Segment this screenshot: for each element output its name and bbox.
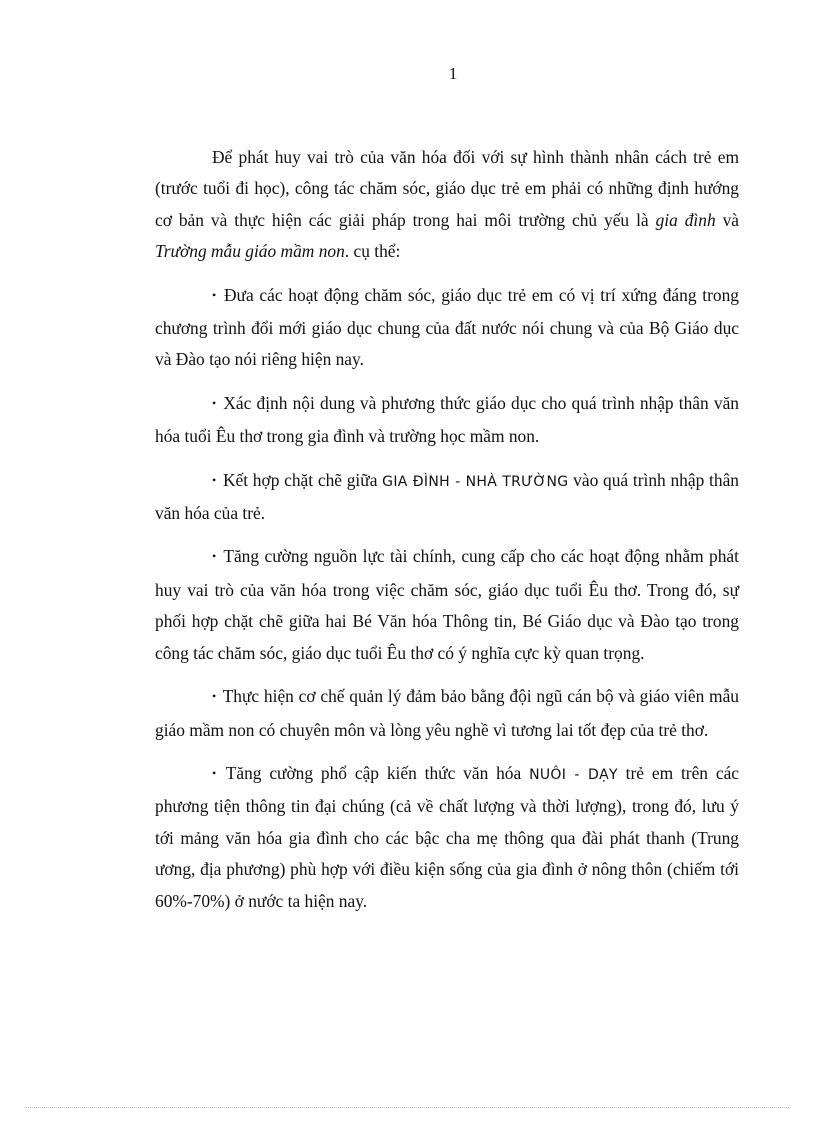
bullet-item-2-text: Xác định nội dung và phương thức giáo dục cho quá trình nhập thân văn hóa tuổi Êu thơ trong gia đình và trường học mầm non. [155, 392, 739, 447]
intro-text-1: Để phát huy vai trò của văn hóa đối với sự hình thành nhân cách trẻ em (trước tuổi đi học), công tác chăm sóc, giáo dục trẻ em phải có những định hướng cơ bản và thực hiện các giải pháp trong hai môi trường chủ yếu là [155, 147, 739, 230]
bullet-item-2 [155, 388, 739, 453]
bullet-item-1 [155, 280, 739, 376]
bullet-item-5 [155, 681, 739, 746]
intro-text-3: . cụ thể: [344, 241, 401, 262]
bullet-item-6-text-1: Tăng cường phổ cập kiến thức văn hóa [225, 762, 530, 783]
bullet-item-1-text: Đưa các hoạt động chăm sóc, giáo dục trẻ em có vị trí xứng đáng trong chương trình đổi mới giáo dục chung của đất nước nói chung và của Bộ Giáo dục và Đào tạo nói riêng hiện nay. [155, 284, 739, 370]
intro-italic-school: Trường mẫu giáo mầm non [155, 241, 345, 262]
bullet-icon: • [212, 689, 217, 704]
bullet-item-5-text: Thực hiện cơ chế quản lý đảm bảo bằng đội ngũ cán bộ và giáo viên mẫu giáo mầm non có chuyên môn và lòng yêu nghề vì tương lai tốt đẹp của trẻ thơ. [155, 686, 739, 740]
bullet-item-4-text: Tăng cường nguồn lực tài chính, cung cấp cho các hoạt động nhằm phát huy vai trò của văn hóa trong việc chăm sóc, giáo dục tuổi Êu thơ. Trong đó, sự phối hợp chặt chẽ giữa hai Bé Văn hóa Thông tin, Bé Giáo dục và Đào tạo trong công tác chăm sóc, giáo dục tuổi Êu thơ có ý nghĩa cực kỳ quan trọng. [155, 546, 739, 663]
bullet-item-3-text-1: Kết hợp chặt chẽ giữa [222, 469, 383, 490]
document-body [155, 142, 739, 929]
bullet-icon: • [212, 472, 217, 487]
bullet-item-6-caps: NUÔI - DẠY [529, 766, 618, 783]
bullet-item-3-text-2: vào quá trình nhập thân văn hóa của trẻ. [155, 469, 739, 524]
intro-italic-family: gia đình [655, 209, 716, 230]
bullet-icon: • [212, 395, 217, 410]
bullet-item-4 [155, 541, 739, 669]
bullet-item-6-text-2: trẻ em trên các phương tiện thông tin đại chúng (cả về chất lượng và thời lượng), trong đó, lưu ý tới mảng văn hóa gia đình cho các bậc cha mẹ thông qua đài phát thanh (Trung ương, địa phương) phù hợp với điều kiện sống của gia đình ở nông thôn (chiếm tới 60%-70%) ở nước ta hiện nay. [155, 762, 740, 911]
page-bottom-divider [25, 1107, 789, 1108]
intro-text-2: và [715, 209, 739, 230]
bullet-item-6 [155, 758, 739, 917]
page-number: 1 [448, 64, 458, 83]
intro-paragraph [155, 142, 739, 268]
bullet-item-3 [155, 465, 739, 530]
bullet-icon: • [212, 287, 217, 302]
bullet-icon: • [212, 549, 217, 564]
bullet-icon: • [212, 765, 217, 780]
bullet-item-3-caps: GIA ĐÌNH - NHÀ TRƯỜNG [382, 473, 569, 490]
